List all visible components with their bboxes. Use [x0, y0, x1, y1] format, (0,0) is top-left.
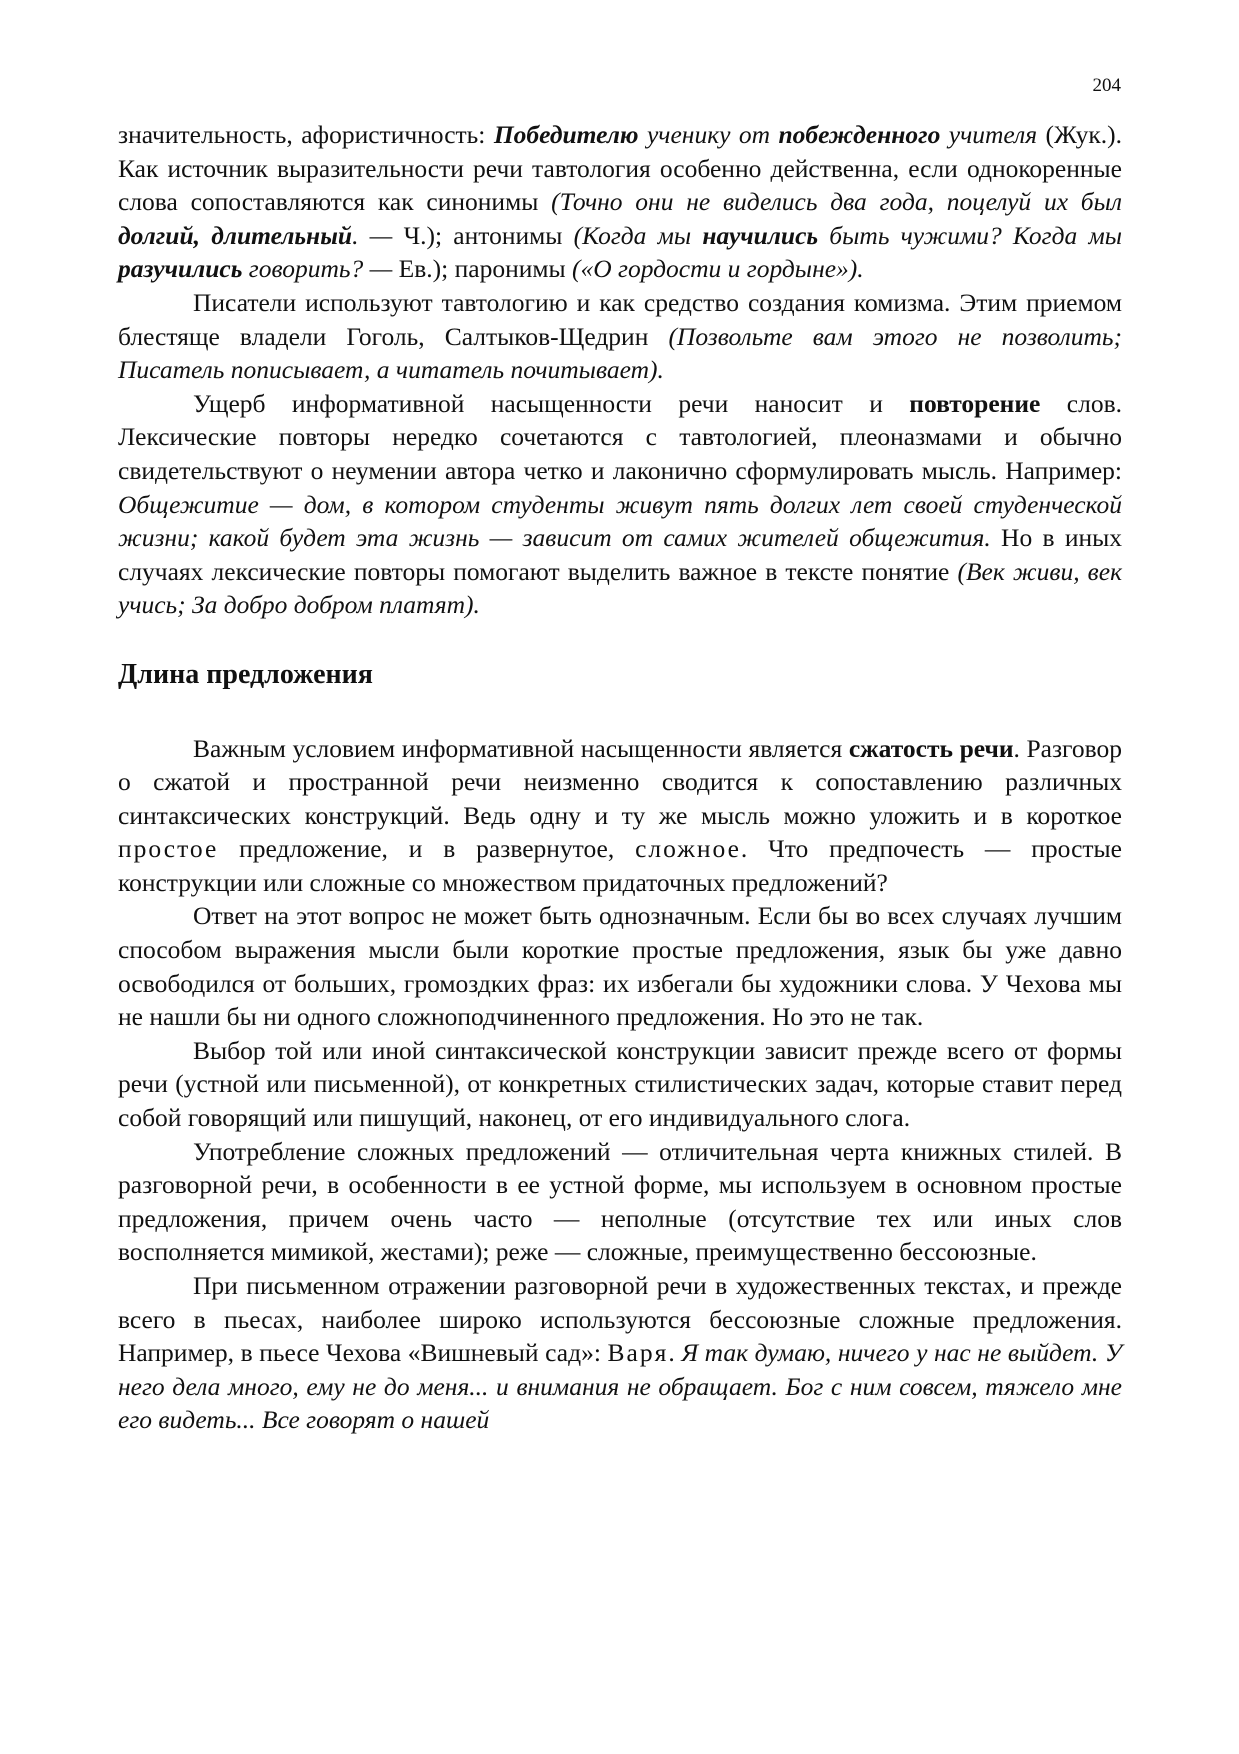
example-text: быть чужими? Когда мы — [818, 220, 1122, 250]
text-run: Ев.); паронимы — [398, 254, 573, 284]
example-word: Победителю — [493, 120, 639, 149]
paragraph-answer: Ответ на этот вопрос не может быть однозначным. Если бы во всех случаях лучшим способом выражения мысли были короткие простые предложения, язык бы уже давно освободился от больших, громоздких фраз: их избегали бы художники слова. У Чехова мы не нашли бы ни одного сложноподчиненного предложения. Но это не так. — [118, 901, 1122, 1032]
example-text: учителя — [940, 120, 1038, 149]
example-text: (Век живи, век учись; За добро добром платят). — [118, 556, 1122, 620]
text-run: . Что предпочесть — простые конструкции или сложные со множеством придаточных предложений? — [118, 834, 1122, 897]
page-number: 204 — [1092, 75, 1121, 96]
text-run: . Разговор о сжатой и пространной речи неизменно сводится к сопоставлению различных синтаксических конструкций. Ведь одну и ту же мысль можно уложить и в короткое — [118, 733, 1122, 830]
paragraph-chekhov-example — [118, 1269, 1122, 1437]
section-heading: Длина предложения — [118, 658, 373, 690]
example-text: (Точно они не виделись два года, поцелуй их был — [551, 187, 1122, 217]
text-run: Ч.); антонимы — [403, 220, 574, 250]
example-word: научились — [702, 220, 819, 250]
example-word: разучились — [118, 254, 243, 284]
text-run: слов. Лексические повторы нередко сочетаются с тавтологией, плеоназмами и обычно свидетельствуют о неумении автора четко и лаконично сформулировать мысль. Например: — [118, 388, 1122, 485]
text-run: Важным условием информативной насыщенности является — [193, 733, 849, 763]
text-run: Но в иных случаях лексические повторы помогают выделить важное в тексте понятие — [118, 523, 1122, 586]
text-run: При письменном отражении разговорной речи в художественных текстах, и прежде всего в пьесах, наиболее широко используются бессоюзные сложные предложения. Например, в пьесе Чехова «Вишневый сад»: — [118, 1271, 1122, 1368]
example-text: ученику от — [638, 120, 779, 149]
example-word: побежденного — [778, 120, 941, 149]
text-run: значительность, афористичность: — [118, 120, 494, 149]
paragraph-choice: Выбор той или иной синтаксической конструкции зависит прежде всего от формы речи (устной или письменной), от конкретных стилистических задач, которые ставит перед собой говорящий или пишущий, наконец, от его индивидуального слога. — [118, 1035, 1122, 1133]
document-body — [118, 118, 1122, 1437]
paragraph-repetition — [118, 387, 1122, 622]
example-word: долгий, длительный — [118, 220, 353, 250]
example-text: . — — [352, 220, 404, 250]
example-text: Я так думаю, ничего у нас не выйдет. У него дела много, ему не до меня... и внимания не обращает. Бог с ним совсем, тяжело мне его видеть... Все говорят о нашей — [118, 1338, 1123, 1435]
example-text: («О гордости и гордыне»). — [572, 254, 864, 284]
text-run: (Жук.). Как источник выразительности речи тавтология особенно действенна, если однокоренные слова сопоставляются как синонимы — [118, 120, 1122, 217]
term-bold: сжатость речи — [848, 733, 1014, 763]
example-text: (Когда мы — [573, 220, 703, 250]
paragraph-conciseness — [118, 732, 1122, 900]
example-text: (Позвольте вам этого не позволить; Писатель пописывает, а читатель почитывает). — [118, 321, 1122, 385]
text-run: предложение, и в развернутое, — [218, 834, 636, 864]
character-name: Варя — [607, 1338, 669, 1368]
paragraph-comic-tautology — [118, 286, 1122, 387]
paragraph-complex-sentences: Употребление сложных предложений — отличительная черта книжных стилей. В разговорной речи, в особенности в ее устной форме, мы используем в основном простые предложения, причем очень часто — неполные (отсутствие тех или иных слов восполняется мимикой, жестами); реже — сложные, преимущественно бессоюзные. — [118, 1136, 1122, 1267]
example-text: Общежитие — дом, в котором студенты живут пять долгих лет своей студенческой жизни; какой будет эта жизнь — зависит от самих жителей общежития. — [118, 489, 1122, 553]
paragraph-tautology-examples — [118, 118, 1122, 286]
text-run: Писатели используют тавтологию и как средство создания комизма. Этим приемом блестяще владели Гоголь, Салтыков-Щедрин — [118, 287, 1122, 351]
example-text: говорить? — — [242, 254, 399, 284]
spaced-term: простое — [118, 834, 219, 864]
spaced-term: сложное — [635, 834, 741, 864]
text-run: Ущерб информативной насыщенности речи наносит и — [193, 388, 910, 418]
term-bold: повторение — [909, 388, 1041, 418]
text-run: . — [668, 1338, 682, 1368]
